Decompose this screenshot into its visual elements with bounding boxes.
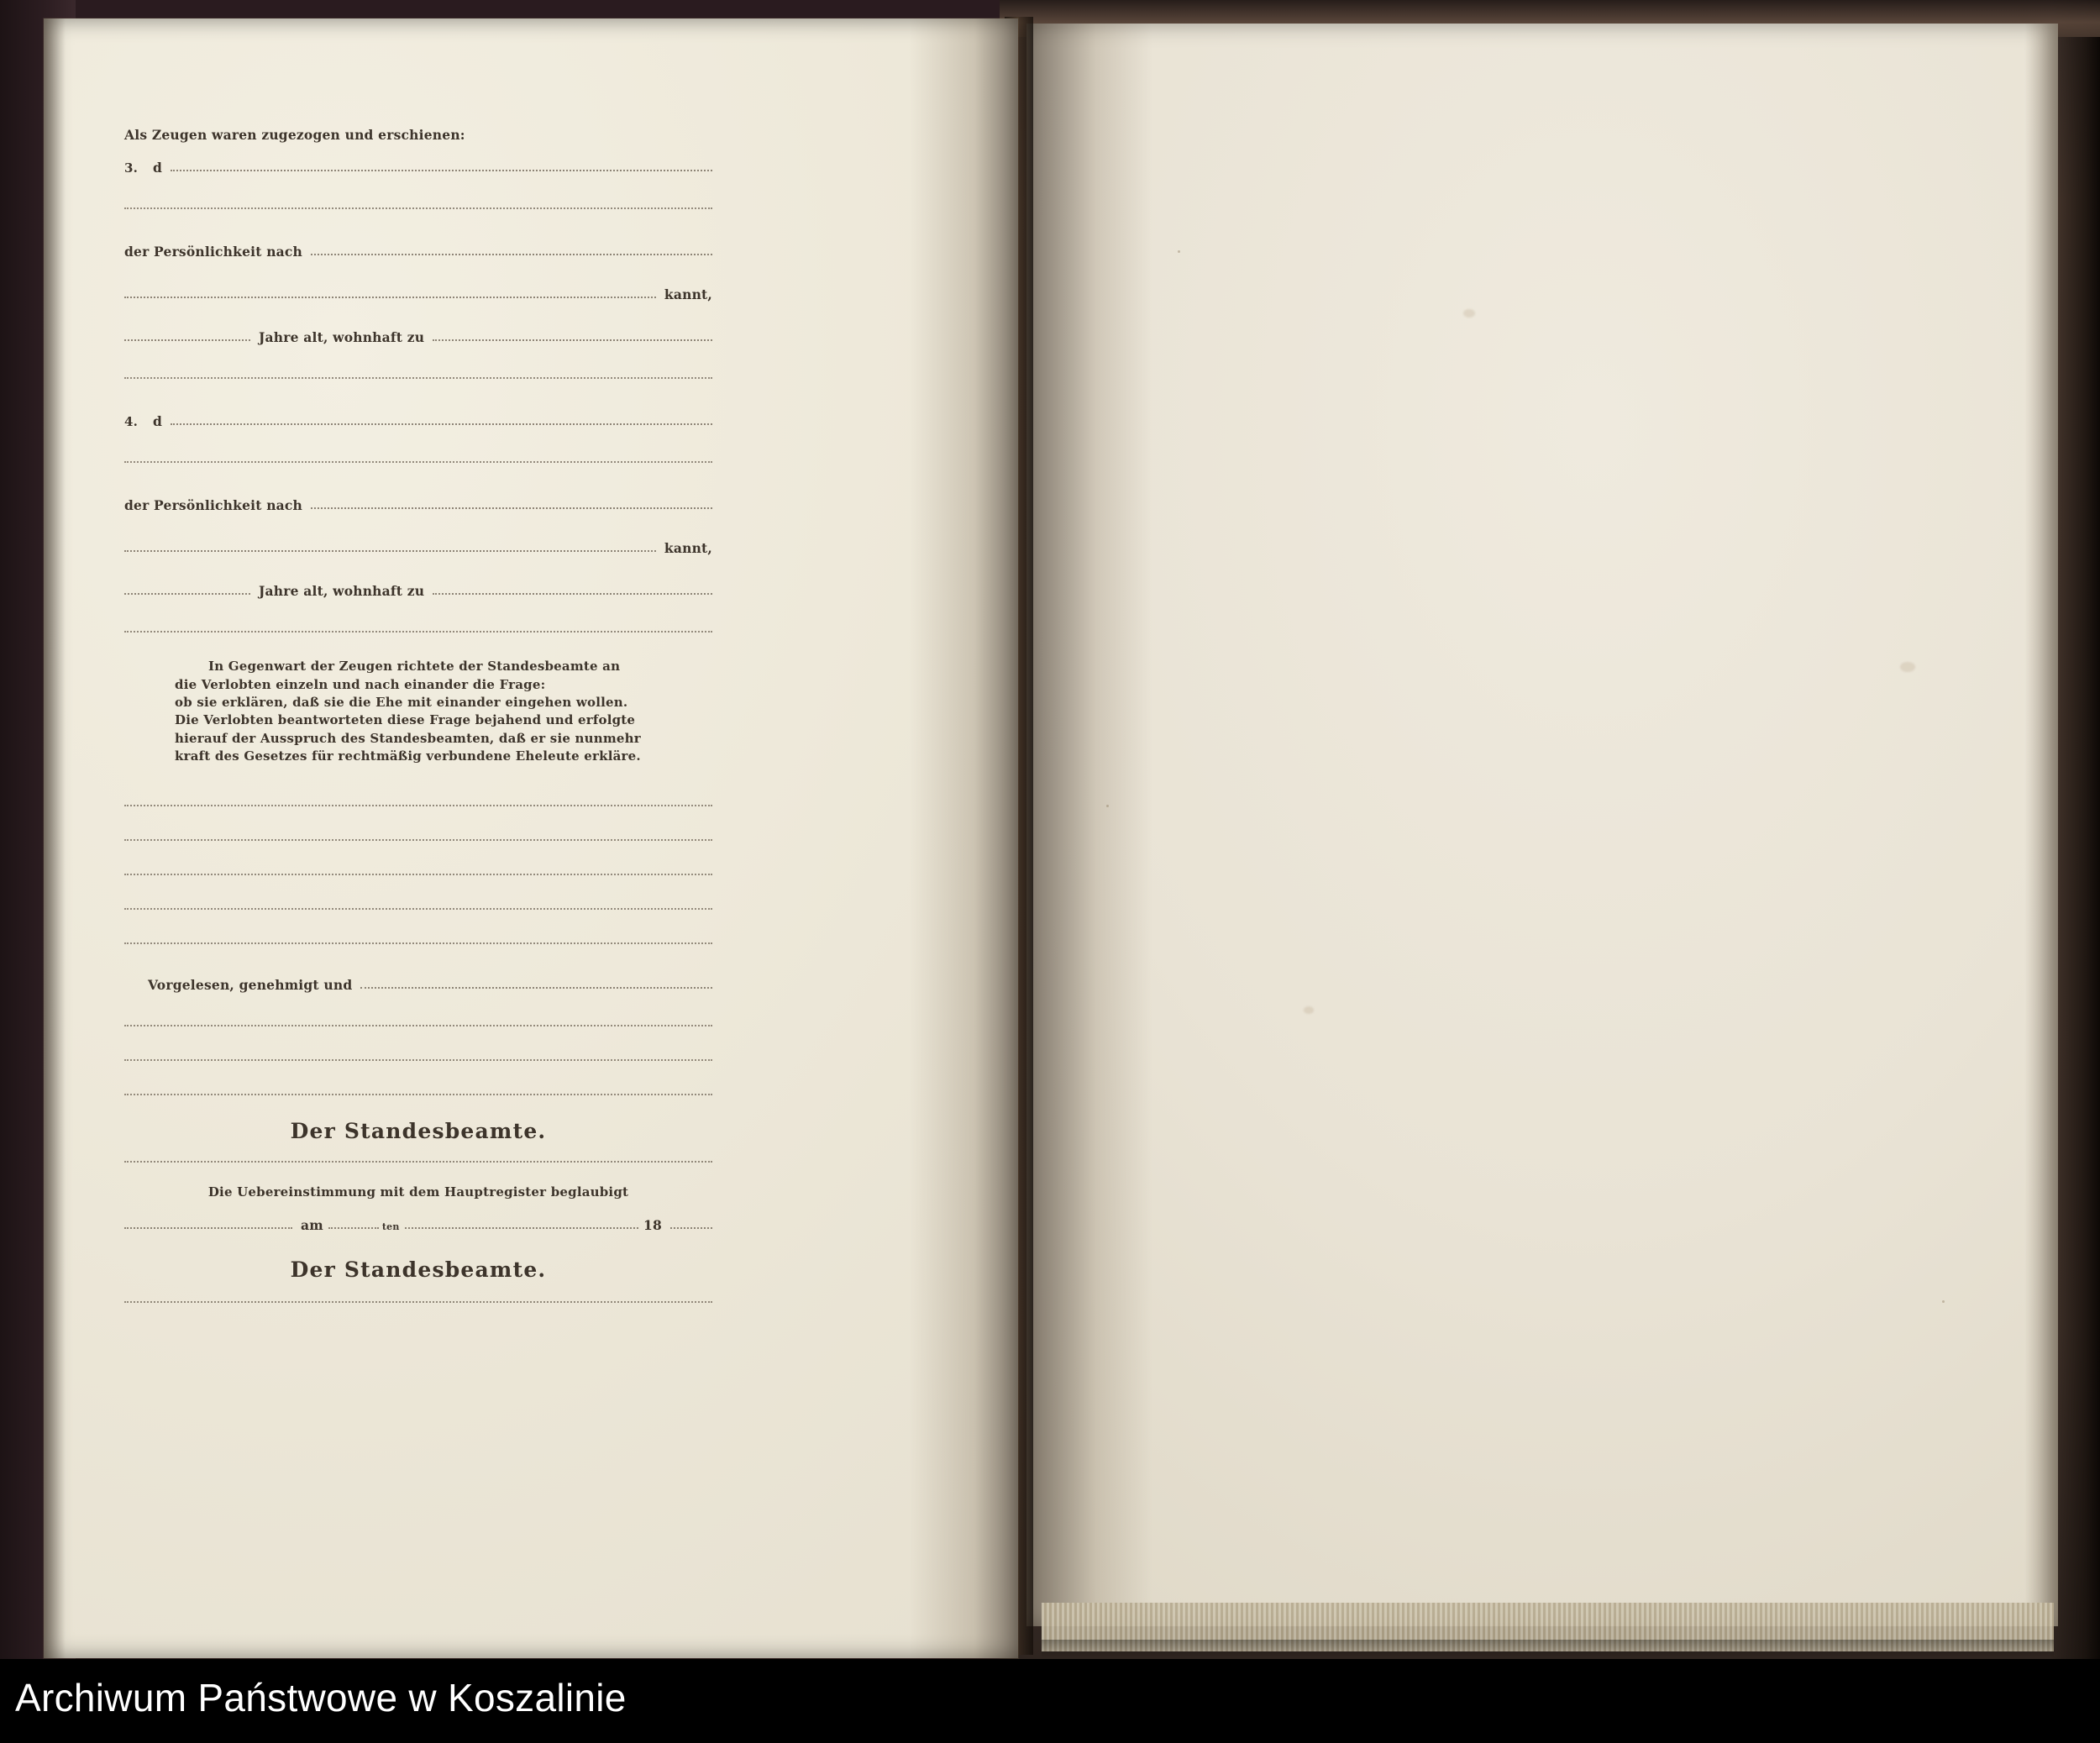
witness-4-age-row (124, 584, 712, 598)
page-block-shadow (1042, 1640, 2054, 1658)
witness-4-name-fill[interactable] (171, 423, 712, 425)
witness-3-age-fill[interactable] (124, 339, 250, 341)
witness-4-extra-line[interactable] (124, 460, 712, 463)
witness-3-residence-extra-line[interactable] (124, 376, 712, 379)
witness-3-number: 3. (124, 160, 139, 176)
approval-label: Vorgelesen, genehmigt und (148, 977, 353, 994)
declaration-blank-line-5[interactable] (124, 942, 712, 944)
witness-3-name-row (124, 160, 712, 175)
witness-3-prefix: d (153, 160, 163, 176)
certification-ordinal-suffix: ten (381, 1221, 400, 1233)
right-page-fore-edge (2024, 24, 2058, 1626)
registrar-signature-heading-1: Der Standesbeamte. (290, 1119, 547, 1144)
witness-4-number: 4. (124, 413, 139, 429)
certification-note: Die Uebereinstimmung mit dem Hauptregister beglaubigt (207, 1184, 629, 1200)
certification-am-label: am (301, 1217, 323, 1234)
certification-year-prefix: 18 (643, 1217, 662, 1234)
approval-blank-line-1[interactable] (124, 1024, 712, 1026)
declaration-line-5: hierauf der Ausspruch des Standesbeamten, daß er sie nunmehr (175, 730, 641, 746)
witness-4-name-row (124, 414, 712, 428)
certification-day-fill[interactable] (328, 1226, 379, 1229)
witness-3-age-label: Jahre alt, wohnhaft zu (259, 329, 425, 346)
paper-speck (1178, 250, 1180, 253)
witness-heading: Als Zeugen waren zugezogen und erschienen: (124, 127, 465, 143)
right-page-gutter-shadow (1026, 24, 1152, 1626)
paper-speck (1106, 805, 1109, 807)
declaration-blank-line-2[interactable] (124, 838, 712, 841)
declaration-line-3: ob sie erklären, daß sie die Ehe mit einander eingehen wollen. (175, 695, 628, 711)
certification-year-fill[interactable] (670, 1226, 712, 1229)
witness-3-residence-fill[interactable] (433, 339, 712, 341)
declaration-blank-line-1[interactable] (124, 804, 712, 806)
paper-foxing-spot (1900, 662, 1915, 672)
witness-3-extra-line[interactable] (124, 207, 712, 209)
witness-4-age-label: Jahre alt, wohnhaft zu (259, 583, 425, 600)
right-blank-page (1026, 24, 2058, 1626)
witness-4-known-label: kannt, (664, 540, 712, 557)
approval-blank-line-3[interactable] (124, 1093, 712, 1095)
witness-4-residence-fill[interactable] (433, 592, 712, 595)
approval-fill[interactable] (360, 986, 712, 989)
declaration-line-6: kraft des Gesetzes für rechtmäßig verbundene Eheleute erkläre. (175, 748, 641, 764)
witness-3-age-row (124, 330, 712, 344)
registrar-signature-heading-2: Der Standesbeamte. (290, 1257, 547, 1283)
witness-3-identity-label: der Persönlichkeit nach (124, 244, 303, 260)
declaration-paragraph (124, 658, 712, 765)
witness-3-identity-fill[interactable] (311, 253, 712, 255)
left-page-gutter-shadow (909, 18, 1018, 1658)
approval-blank-line-2[interactable] (124, 1058, 712, 1061)
marriage-register-form (124, 128, 712, 1303)
declaration-blank-line-3[interactable] (124, 873, 712, 875)
registrar-signature-line-1[interactable] (124, 1160, 712, 1163)
declaration-line-2: die Verlobten einzeln und nach einander die Frage: (175, 676, 546, 692)
witness-4-identity-label: der Persönlichkeit nach (124, 497, 303, 514)
witness-4-residence-extra-line[interactable] (124, 630, 712, 633)
left-form-page (44, 18, 1018, 1658)
witness-3-identity-row (124, 244, 712, 259)
left-page-edge-shadow (44, 18, 66, 1658)
witness-3-known-fill[interactable] (124, 296, 656, 298)
paper-speck (1942, 1300, 1945, 1303)
witness-4-identity-row (124, 498, 712, 512)
certification-month-fill[interactable] (405, 1226, 638, 1229)
witness-4-identity-fill[interactable] (311, 507, 712, 509)
certification-place-fill[interactable] (124, 1226, 292, 1229)
registrar-signature-line-2[interactable] (124, 1300, 712, 1303)
paper-foxing-spot (1304, 1006, 1314, 1014)
declaration-blank-line-4[interactable] (124, 907, 712, 910)
approval-row (124, 978, 712, 992)
witness-4-known-fill[interactable] (124, 549, 656, 552)
witness-4-known-row (124, 541, 712, 555)
witness-3-known-label: kannt, (664, 286, 712, 303)
witness-3-name-fill[interactable] (171, 169, 712, 171)
declaration-line-1: In Gegenwart der Zeugen richtete der Standesbeamte an (208, 659, 621, 675)
paper-foxing-spot (1463, 309, 1475, 318)
witness-4-age-fill[interactable] (124, 592, 250, 595)
witness-4-prefix: d (153, 413, 163, 430)
witness-3-known-row (124, 287, 712, 302)
declaration-line-4: Die Verlobten beantworteten diese Frage bejahend und erfolgte (175, 712, 636, 728)
archive-caption: Archiwum Państwowe w Koszalinie (15, 1676, 627, 1719)
certification-date-row (124, 1218, 712, 1232)
